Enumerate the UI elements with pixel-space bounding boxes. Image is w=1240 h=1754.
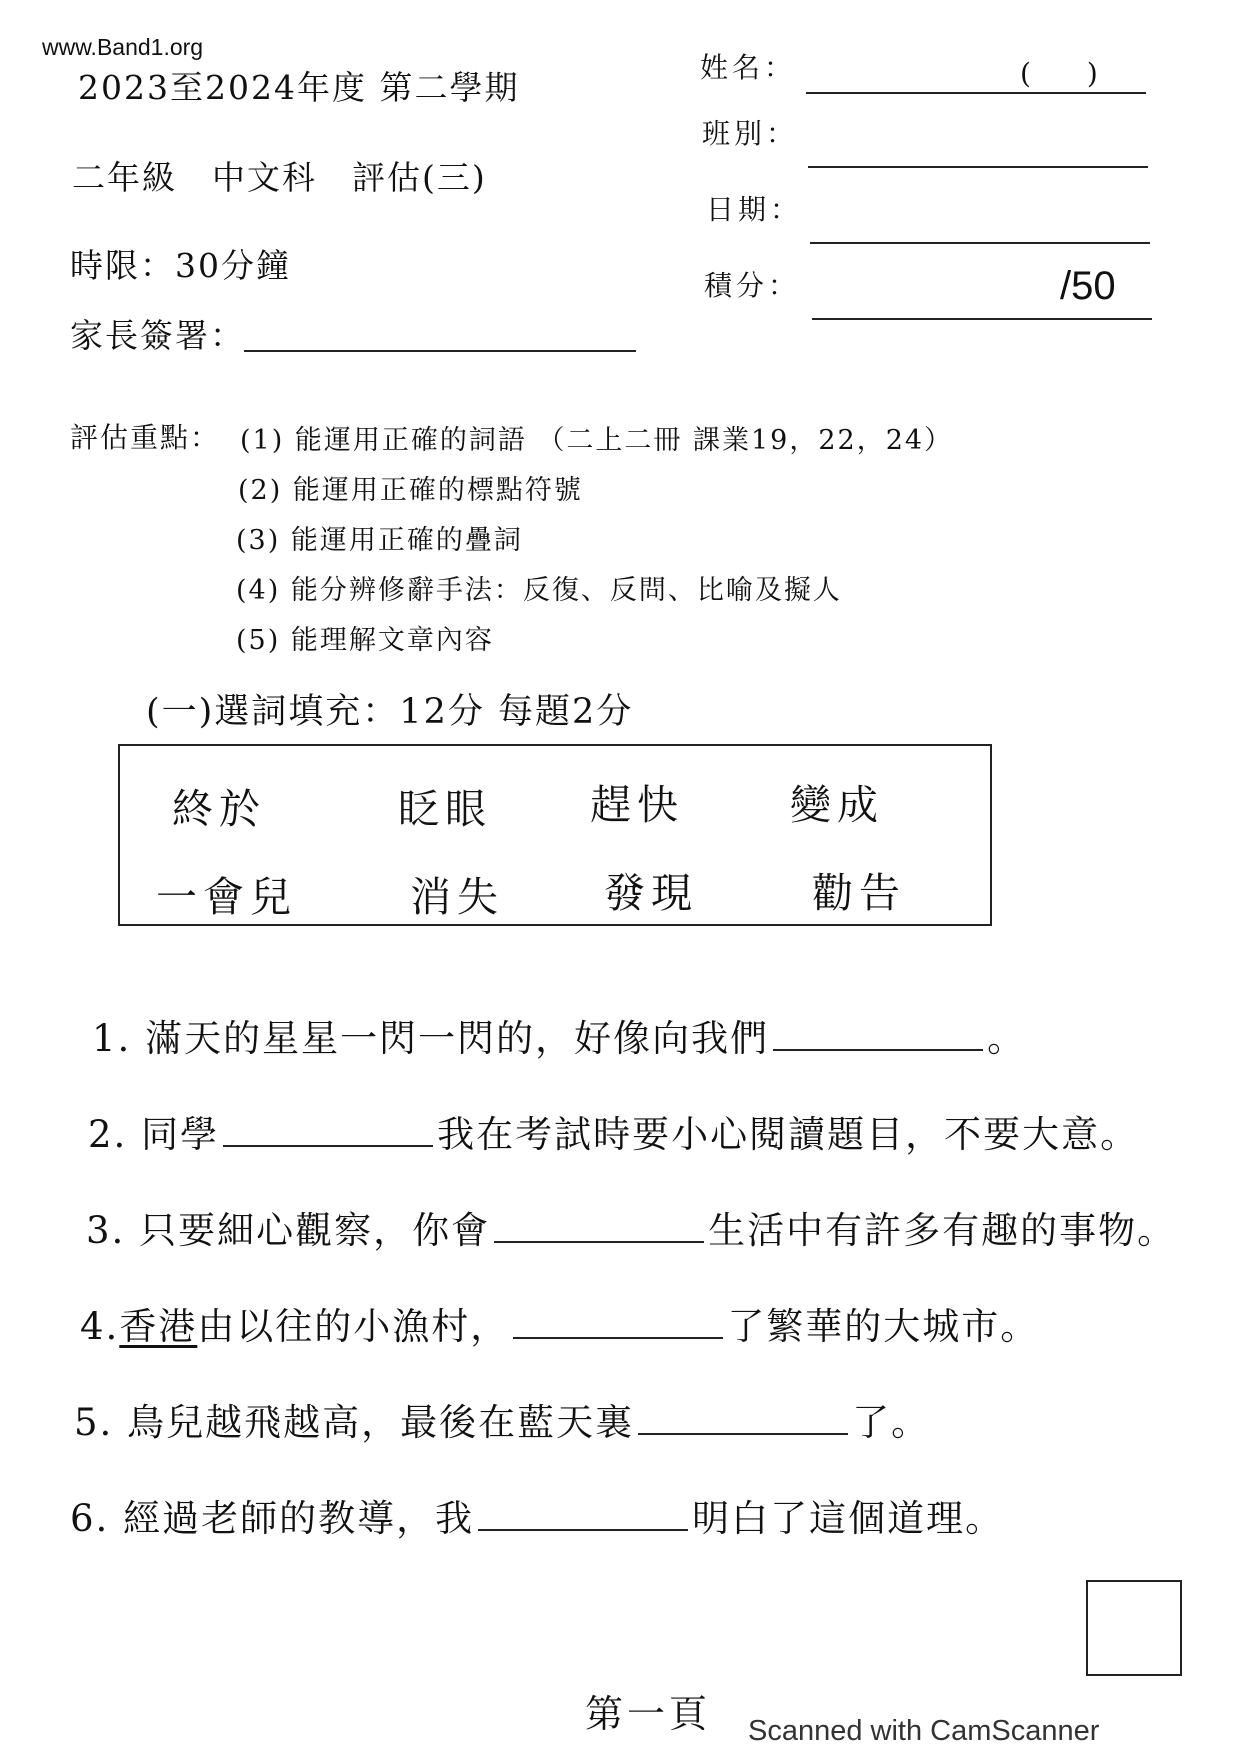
question-text-after: 生活中有許多有趣的事物。 (708, 1209, 1177, 1252)
answer-blank[interactable] (223, 1111, 433, 1147)
answer-blank[interactable] (773, 1015, 983, 1051)
question-text-before: 鳥兒越飛越高，最後在藍天裏 (127, 1401, 635, 1444)
name-label: 姓名： (700, 51, 797, 84)
class-line[interactable] (808, 166, 1148, 168)
word-bank-item: 消失 (410, 873, 504, 921)
focus-title: 評估重點： (70, 421, 221, 454)
answer-blank[interactable] (638, 1399, 848, 1435)
question-row (86, 1200, 1176, 1254)
focus-item: (5) 能理解文章內容 (236, 625, 494, 656)
word-bank-item: 終於 (172, 785, 266, 833)
question-number: 6. (70, 1497, 110, 1540)
word-bank-item: 勸告 (812, 869, 906, 917)
question-number: 4. (80, 1305, 120, 1348)
question-number: 1. (92, 1017, 132, 1060)
question-row (92, 1008, 1026, 1062)
question-text-before: 由以往的小漁村， (197, 1305, 510, 1348)
time-limit: 時限：30分鐘 (70, 246, 291, 285)
watermark-url: www.Band1.org (42, 34, 204, 60)
focus-item: (3) 能運用正確的疊詞 (236, 525, 523, 556)
word-bank-item: 眨眼 (398, 785, 492, 833)
score-line[interactable] (812, 318, 1152, 320)
word-bank-item: 變成 (790, 781, 884, 829)
question-number: 2. (88, 1113, 128, 1156)
class-label: 班別： (702, 117, 799, 150)
word-bank-item: 發現 (604, 869, 698, 917)
question-row (80, 1296, 1039, 1350)
grade-subject: 二年級 中文科 評估(三) (72, 158, 487, 197)
question-text-after: 了繁華的大城市。 (727, 1305, 1040, 1348)
question-text-before: 只要細心觀察，你會 (139, 1209, 491, 1252)
parent-sign-label: 家長簽署： (70, 316, 245, 355)
date-line[interactable] (810, 242, 1150, 244)
name-line[interactable] (806, 92, 1146, 94)
question-number: 3. (86, 1209, 126, 1252)
answer-blank[interactable] (494, 1207, 704, 1243)
question-number: 5. (74, 1401, 114, 1444)
score-label: 積分： (704, 269, 801, 302)
focus-item: (4) 能分辨修辭手法：反復、反問、比喻及擬人 (236, 575, 842, 606)
question-text-after: 了。 (852, 1401, 931, 1444)
question-text-after: 。 (987, 1017, 1027, 1060)
question-text-before: 經過老師的教導，我 (123, 1497, 475, 1540)
word-bank-item: 趕快 (590, 781, 684, 829)
class-number-paren: ( ) (1020, 57, 1098, 90)
parent-sign-line[interactable] (244, 350, 636, 352)
proper-noun-underlined: 香港 (119, 1305, 198, 1348)
focus-item: (1) 能運用正確的詞語 （二上二冊 課業19，22，24） (240, 425, 954, 456)
score-total: /50 (1060, 264, 1116, 308)
question-row (70, 1488, 1004, 1542)
question-text-after: 我在考試時要小心閱讀題目，不要大意。 (437, 1113, 1140, 1156)
section-title: (一)選詞填充：12分 每題2分 (146, 692, 634, 732)
question-row (88, 1104, 1139, 1158)
school-year: 2023至2024年度 第二學期 (78, 68, 520, 107)
word-bank-box (118, 744, 992, 926)
focus-item: (2) 能運用正確的標點符號 (238, 475, 583, 506)
question-text-before: 同學 (141, 1113, 220, 1156)
scanner-watermark: Scanned with CamScanner (748, 1715, 1100, 1747)
question-text-before: 滿天的星星一閃一閃的，好像向我們 (145, 1017, 770, 1060)
page-score-box[interactable] (1086, 1580, 1182, 1676)
date-label: 日期： (706, 193, 803, 226)
page-number: 第一頁 (585, 1692, 712, 1736)
word-bank-item: 一會兒 (156, 873, 297, 921)
answer-blank[interactable] (513, 1303, 723, 1339)
question-row (74, 1392, 930, 1446)
question-text-after: 明白了這個道理。 (692, 1497, 1005, 1540)
answer-blank[interactable] (478, 1495, 688, 1531)
